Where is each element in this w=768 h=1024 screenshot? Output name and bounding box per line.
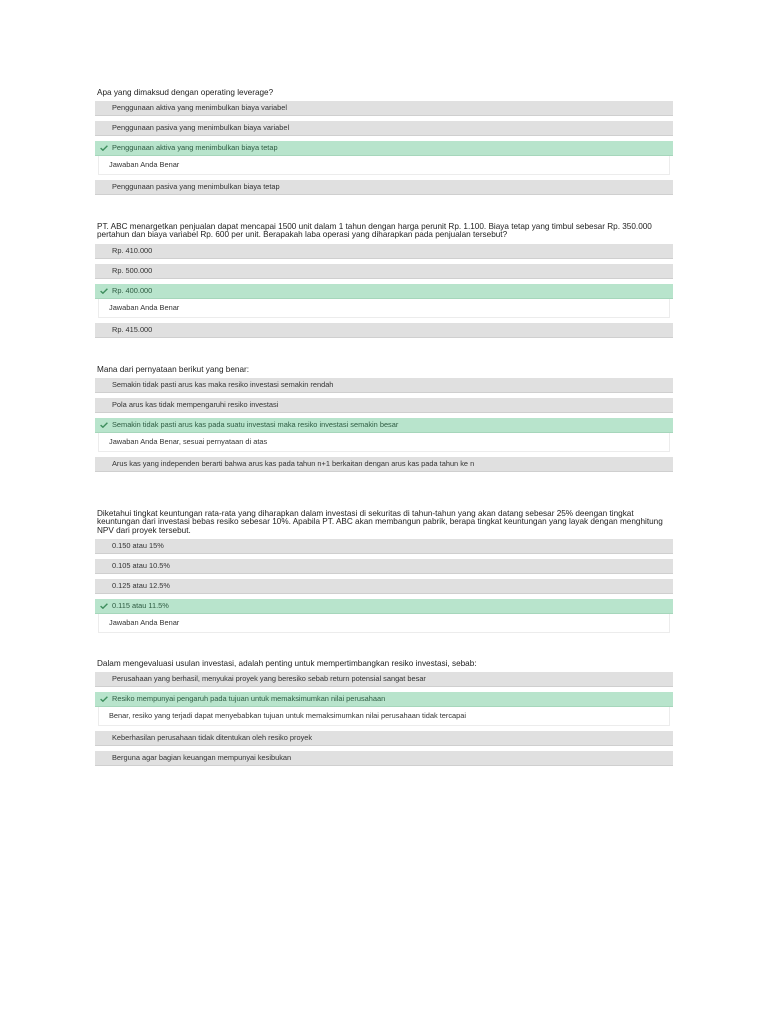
option[interactable] [95, 264, 673, 279]
option[interactable] [95, 323, 673, 338]
option-label: 0.115 atau 11.5% [112, 601, 169, 611]
answer-feedback: Jawaban Anda Benar [98, 156, 670, 175]
check-icon [100, 141, 110, 155]
option-label: 0.105 atau 10.5% [112, 561, 170, 571]
answer-feedback: Jawaban Anda Benar [98, 614, 670, 633]
option[interactable] [95, 579, 673, 594]
option-label: Rp. 400.000 [112, 285, 153, 295]
question-text: Apa yang dimaksud dengan operating leverage? [97, 88, 274, 97]
option-label: Semakin tidak pasti arus kas maka resiko investasi semakin rendah [112, 380, 334, 390]
option-label: Penggunaan pasiva yang menimbulkan biaya tetap [112, 182, 280, 192]
question-text: Diketahui tingkat keuntungan rata-rata yang diharapkan dalam investasi di sekuritas di tahun-tahun yang akan datang sebesar 25% deengan tingkat keuntungan dari investasi bebas resiko sebesar 10%. Apabila PT. ABC akan membangun pabrik, berapa tingkat keuntungan yang layak dengan menghitung NPV dari proyek tersebut. [97, 509, 663, 535]
option[interactable] [95, 180, 673, 195]
option-label: 0.150 atau 15% [112, 541, 164, 551]
option-label: Rp. 415.000 [112, 324, 153, 334]
option-label: Rp. 410.000 [112, 245, 153, 255]
option[interactable] [95, 539, 673, 554]
check-icon [100, 284, 110, 298]
question-text: Mana dari pernyataan berikut yang benar: [97, 365, 250, 374]
question-4 [95, 510, 673, 638]
answer-feedback: Jawaban Anda Benar, sesuai pernyataan di atas [98, 433, 670, 452]
option-label: Rp. 500.000 [112, 265, 153, 275]
question-text: PT. ABC menargetkan penjualan dapat mencapai 1500 unit dalam 1 tahun dengan harga perunit Rp. 1.100. Biaya tetap yang timbul sebesar Rp. 350.000 pertahun dan biaya variabel Rp. 600 per unit. Berapakah laba operasi yang diharapkan pada penjualan tersebut? [97, 222, 652, 240]
option[interactable] [95, 672, 673, 687]
option[interactable] [95, 731, 673, 746]
option[interactable] [95, 751, 673, 766]
question-1 [95, 89, 673, 200]
option-label: Keberhasilan perusahaan tidak ditentukan oleh resiko proyek [112, 733, 313, 743]
option-label: Pola arus kas tidak mempengaruhi resiko investasi [112, 400, 279, 410]
check-icon [100, 599, 110, 613]
option-selected-correct[interactable] [95, 599, 673, 614]
option-label: Semakin tidak pasti arus kas pada suatu investasi maka resiko investasi semakin besar [112, 420, 399, 430]
option[interactable] [95, 101, 673, 116]
question-3 [95, 366, 673, 477]
option-label: 0.125 atau 12.5% [112, 581, 170, 591]
option[interactable] [95, 121, 673, 136]
option[interactable] [95, 244, 673, 259]
option-label: Resiko mempunyai pengaruh pada tujuan untuk memaksimumkan nilai perusahaan [112, 694, 386, 704]
option-label: Berguna agar bagian keuangan mempunyai kesibukan [112, 753, 292, 763]
option-label: Arus kas yang independen berarti bahwa arus kas pada tahun n+1 berkaitan dengan arus kas pada tahun ke n [112, 459, 475, 469]
option-label: Penggunaan aktiva yang menimbulkan biaya tetap [112, 143, 278, 153]
check-icon [100, 692, 110, 706]
option-label: Penggunaan aktiva yang menimbulkan biaya variabel [112, 103, 288, 113]
question-2 [95, 223, 673, 343]
option-selected-correct[interactable] [95, 141, 673, 156]
answer-feedback: Jawaban Anda Benar [98, 299, 670, 318]
option-selected-correct[interactable] [95, 284, 673, 299]
option-selected-correct[interactable] [95, 418, 673, 433]
option-label: Penggunaan pasiva yang menimbulkan biaya variabel [112, 123, 290, 133]
option[interactable] [95, 398, 673, 413]
question-5 [95, 660, 673, 771]
option[interactable] [95, 559, 673, 574]
option[interactable] [95, 457, 673, 472]
option[interactable] [95, 378, 673, 393]
answer-feedback: Benar, resiko yang terjadi dapat menyebabkan tujuan untuk memaksimumkan nilai perusahaan tidak tercapai [98, 707, 670, 726]
option-label: Perusahaan yang berhasil, menyukai proyek yang beresiko sebab return potensial sangat besar [112, 674, 426, 684]
check-icon [100, 418, 110, 432]
option-selected-correct[interactable] [95, 692, 673, 707]
question-text: Dalam mengevaluasi usulan investasi, adalah penting untuk mempertimbangkan resiko investasi, sebab: [97, 659, 477, 668]
